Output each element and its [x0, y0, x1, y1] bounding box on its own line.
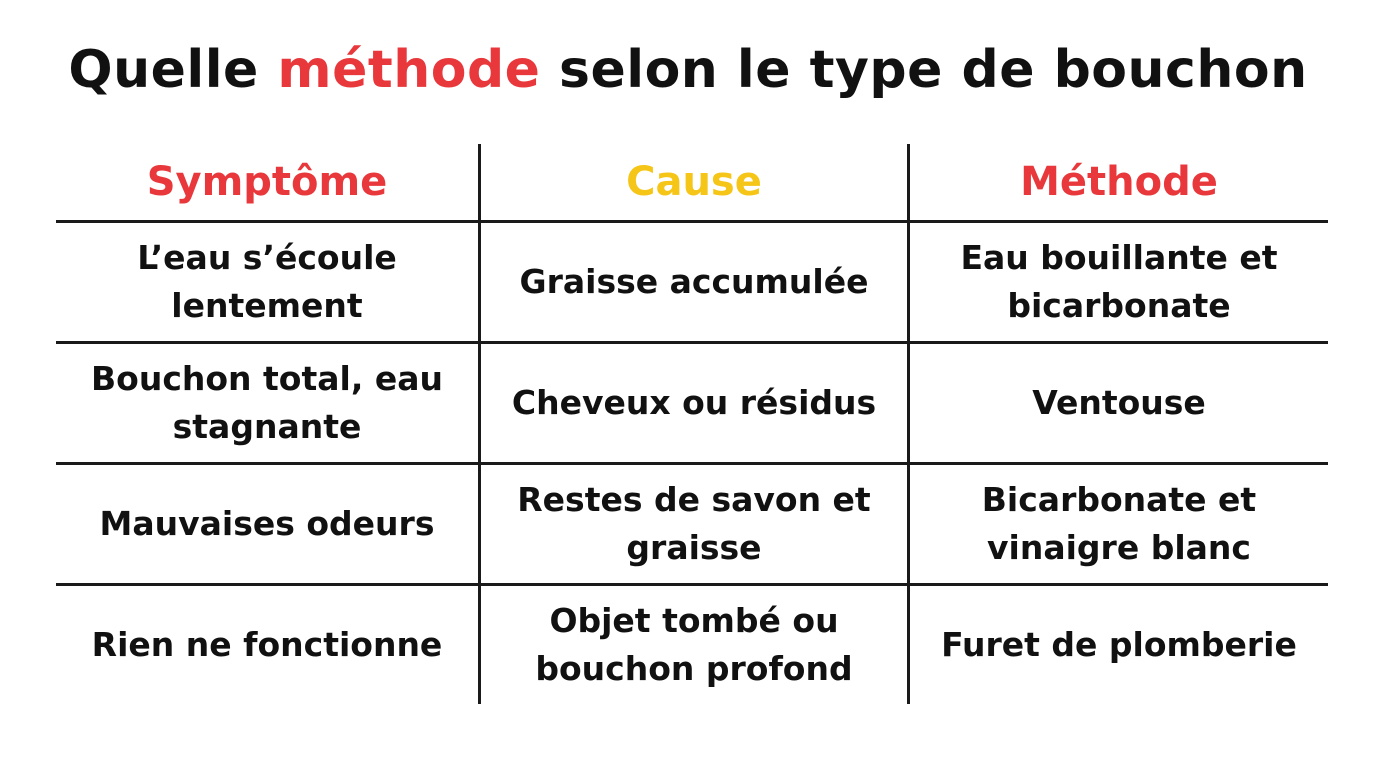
title-accent: méthode: [277, 40, 541, 100]
table-cell-symptome: [56, 341, 478, 462]
cell-text: Ventouse: [1032, 383, 1206, 423]
table-cell-cause: [478, 341, 907, 462]
cell-text: Bicarbonate et vinaigre blanc: [981, 480, 1257, 567]
table-cell-methode: [907, 220, 1328, 341]
table-cell-cause: [478, 462, 907, 583]
header-cause: [478, 144, 907, 220]
cell-text: Furet de plomberie: [941, 625, 1297, 665]
cell-text: L’eau s’écoule lentement: [137, 238, 397, 325]
cell-text: Objet tombé ou bouchon profond: [535, 601, 853, 688]
header-symptome: [56, 144, 478, 220]
table-cell-cause: [478, 220, 907, 341]
title-part-2: selon le type de bouchon: [540, 40, 1308, 100]
table-cell-symptome: [56, 462, 478, 583]
cell-text: Mauvaises odeurs: [99, 504, 435, 544]
header-symptome-label: Symptôme: [146, 159, 388, 205]
cell-text: Bouchon total, eau stagnante: [91, 359, 443, 446]
table-cell-methode: [907, 341, 1328, 462]
cell-text: Graisse accumulée: [519, 262, 869, 302]
cell-text: Rien ne fonctionne: [91, 625, 443, 665]
cell-text: Eau bouillante et bicarbonate: [960, 238, 1278, 325]
table-cell-methode: [907, 462, 1328, 583]
page-title: [0, 40, 1376, 100]
table-cell-symptome: [56, 220, 478, 341]
table-cell-methode: [907, 583, 1328, 704]
method-table: [56, 144, 1328, 704]
header-cause-label: Cause: [626, 159, 762, 205]
cell-text: Restes de savon et graisse: [517, 480, 871, 567]
header-methode-label: Méthode: [1020, 159, 1218, 205]
table-cell-symptome: [56, 583, 478, 704]
header-methode: [907, 144, 1328, 220]
cell-text: Cheveux ou résidus: [511, 383, 877, 423]
table-cell-cause: [478, 583, 907, 704]
title-part-1: Quelle: [68, 40, 278, 100]
